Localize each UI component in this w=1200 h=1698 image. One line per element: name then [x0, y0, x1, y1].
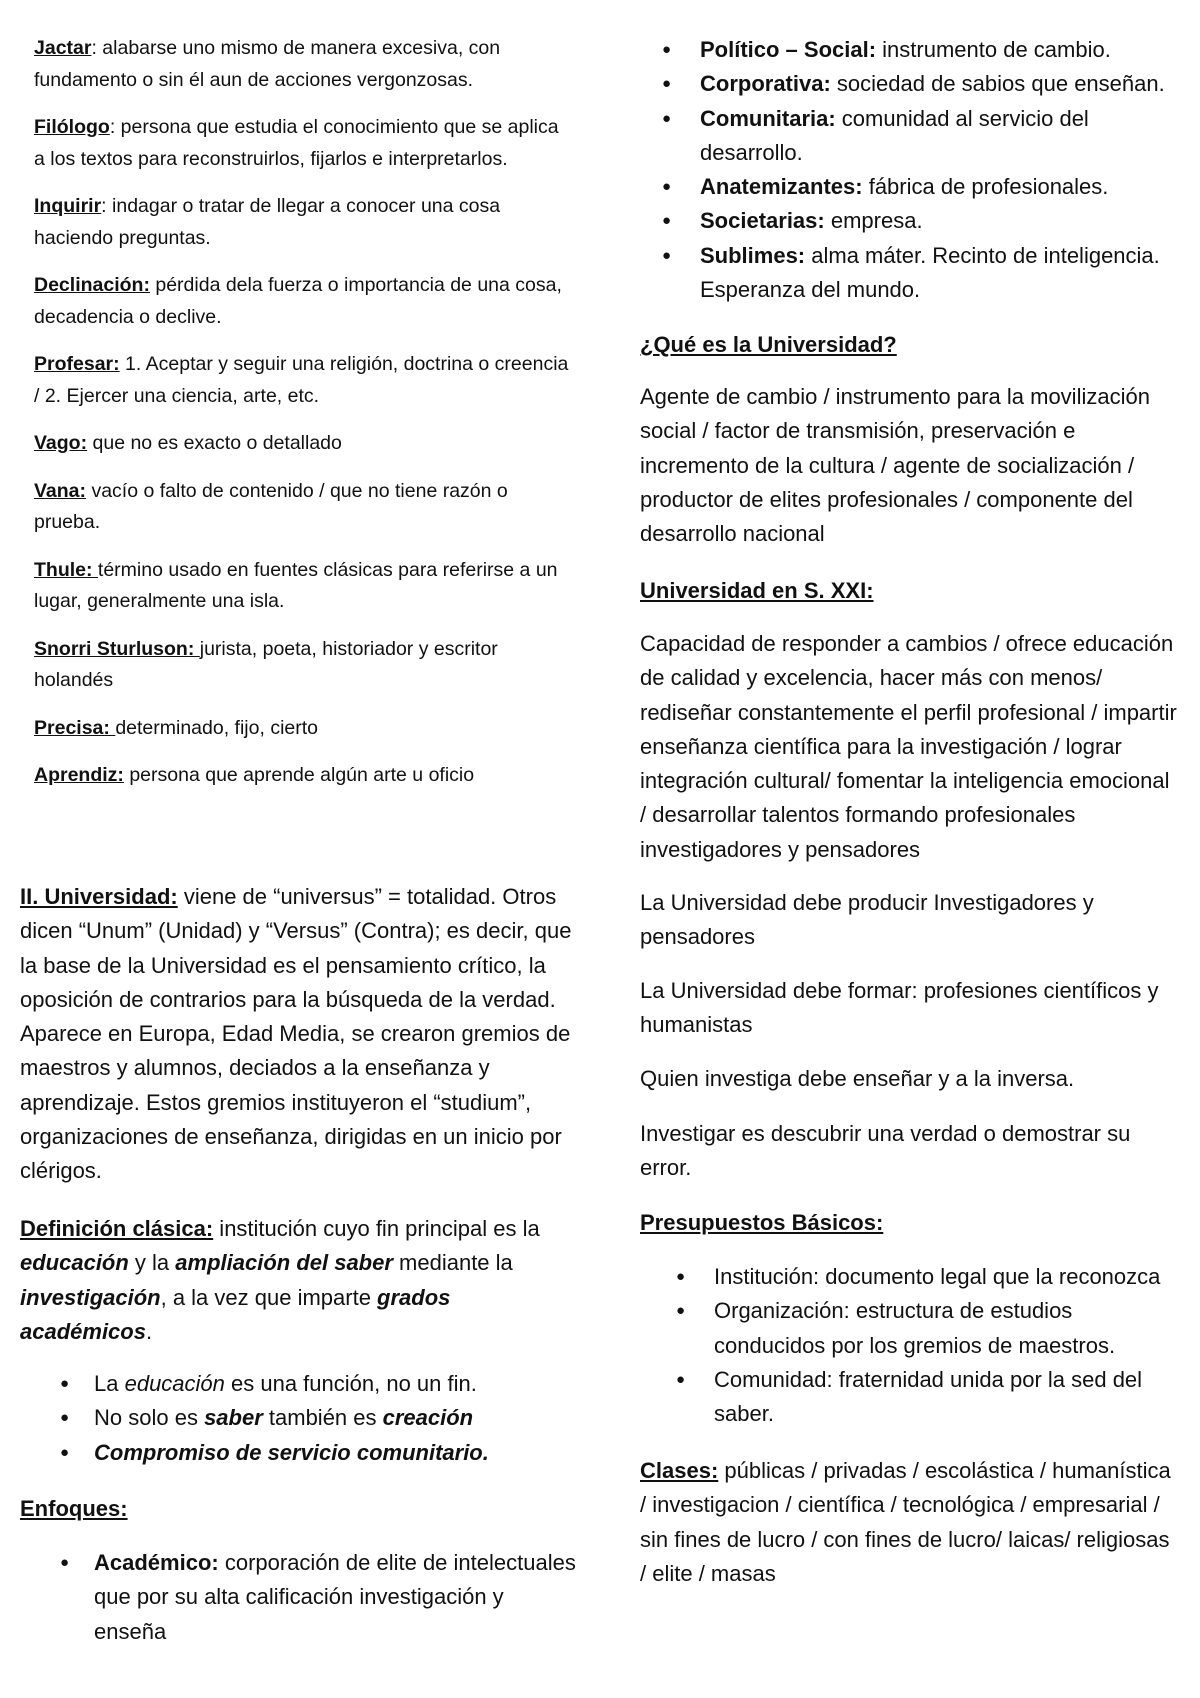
- list-item: ● Sublimes: alma máter. Recinto de inteligencia. Esperanza del mundo.: [640, 239, 1180, 308]
- presupuestos-list: [640, 1260, 1180, 1431]
- list-item: ● Político – Social: instrumento de cambio.: [640, 33, 1180, 67]
- presupuestos-heading: Presupuestos Básicos:: [640, 1210, 884, 1235]
- glossary-entry: Thule: término usado en fuentes clásicas para referirse a un lugar, generalmente una isla.: [34, 558, 558, 612]
- siglo-p2: La Universidad debe formar: profesiones científicos y humanistas: [640, 978, 1159, 1038]
- list-item: ● Societarias: empresa.: [640, 204, 1180, 238]
- siglo-paragraph: Capacidad de responder a cambios / ofrece educación de calidad y excelencia, hacer más con menos/ rediseñar constantemente el perfil profesional / impartir enseñanza científica para la investigación / lograr integración cultural/ fomentar la inteligencia emocional / desarrollar talentos formando profesionales investigadores y pensadores: [640, 631, 1177, 862]
- glossary-entry: Aprendiz: persona que aprende algún arte u oficio: [34, 764, 475, 786]
- universidad-section: [20, 880, 580, 1189]
- list-item: ● La educación es una función, no un fin.: [20, 1367, 580, 1401]
- que-es-heading: ¿Qué es la Universidad?: [640, 332, 897, 357]
- enfoques-list-right: [640, 33, 1180, 307]
- glossary-entry: Vago: que no es exacto o detallado: [34, 432, 342, 454]
- definicion-paragraph: Definición clásica: institución cuyo fin principal es la educación y la ampliación del saber mediante la investigación, a la vez que imparte grados académicos.: [20, 1216, 540, 1344]
- glossary-entry: Declinación: pérdida dela fuerza o importancia de una cosa, decadencia o declive.: [34, 274, 562, 328]
- list-item: ● Comunidad: fraternidad unida por la sed del saber.: [640, 1363, 1180, 1432]
- list-item: ● No solo es saber también es creación: [20, 1401, 580, 1435]
- que-es-paragraph: Agente de cambio / instrumento para la movilización social / factor de transmisión, preservación e incremento de la cultura / agente de socialización / productor de elites profesionales / componente del desarrollo nacional: [640, 384, 1150, 547]
- list-item: ● Académico: corporación de elite de intelectuales que por su alta calificación investigación y enseña: [20, 1546, 580, 1649]
- list-item: ● Comunitaria: comunidad al servicio del desarrollo.: [640, 102, 1180, 171]
- enfoques-heading: Enfoques:: [20, 1496, 128, 1521]
- siglo-p4: Investigar es descubrir una verdad o demostrar su error.: [640, 1121, 1131, 1181]
- glossary-entry: Filólogo: persona que estudia el conocimiento que se aplica a los textos para reconstruirlos, fijarlos e interpretarlos.: [34, 116, 559, 170]
- list-item: ● Corporativa: sociedad de sabios que enseñan.: [640, 67, 1180, 101]
- glossary-entry: Vana: vacío o falto de contenido / que no tiene razón o prueba.: [34, 479, 508, 533]
- glossary-entry: Inquirir: indagar o tratar de llegar a conocer una cosa haciendo preguntas.: [34, 195, 501, 249]
- siglo-p1: La Universidad debe producir Investigadores y pensadores: [640, 890, 1094, 950]
- list-item: ● Institución: documento legal que la reconozca: [640, 1260, 1180, 1294]
- list-item: ● Anatemizantes: fábrica de profesionales.: [640, 170, 1180, 204]
- list-item: ● Compromiso de servicio comunitario.: [20, 1436, 580, 1470]
- glossary: [34, 33, 574, 792]
- universidad-paragraph: II. Universidad: viene de “universus” = totalidad. Otros dicen “Unum” (Unidad) y “Versus” (Contra); es decir, que la base de la Universidad es el pensamiento crítico, la oposición de contrarios para la búsqueda de la verdad. Aparece en Europa, Edad Media, se crearon gremios de maestros y alumnos, deciados a la enseñanza y aprendizaje. Estos gremios instituyeron el “studium”, organizaciones de enseñanza, dirigidas en un inicio por clérigos.: [20, 884, 572, 1184]
- glossary-entry: Snorri Sturluson: jurista, poeta, historiador y escritor holandés: [34, 637, 498, 691]
- glossary-entry: Profesar: 1. Aceptar y seguir una religión, doctrina o creencia / 2. Ejercer una ciencia, arte, etc.: [34, 353, 569, 407]
- clases-paragraph: Clases: públicas / privadas / escolástica / humanística / investigacion / científica / tecnológica / empresarial / sin fines de lucro / con fines de lucro/ laicas/ religiosas / elite / masas: [640, 1458, 1171, 1586]
- siglo-p3: Quien investiga debe enseñar y a la inversa.: [640, 1066, 1075, 1091]
- definicion-bullets: [20, 1367, 580, 1470]
- definicion-section: [20, 1212, 580, 1349]
- enfoques-list-left: [20, 1546, 580, 1649]
- siglo-heading: Universidad en S. XXI:: [640, 578, 874, 603]
- glossary-entry: Precisa: determinado, fijo, cierto: [34, 716, 318, 739]
- list-item: ● Organización: estructura de estudios conducidos por los gremios de maestros.: [640, 1294, 1180, 1363]
- glossary-entry: Jactar: alabarse uno mismo de manera excesiva, con fundamento o sin él aun de acciones vergonzosas.: [34, 37, 501, 91]
